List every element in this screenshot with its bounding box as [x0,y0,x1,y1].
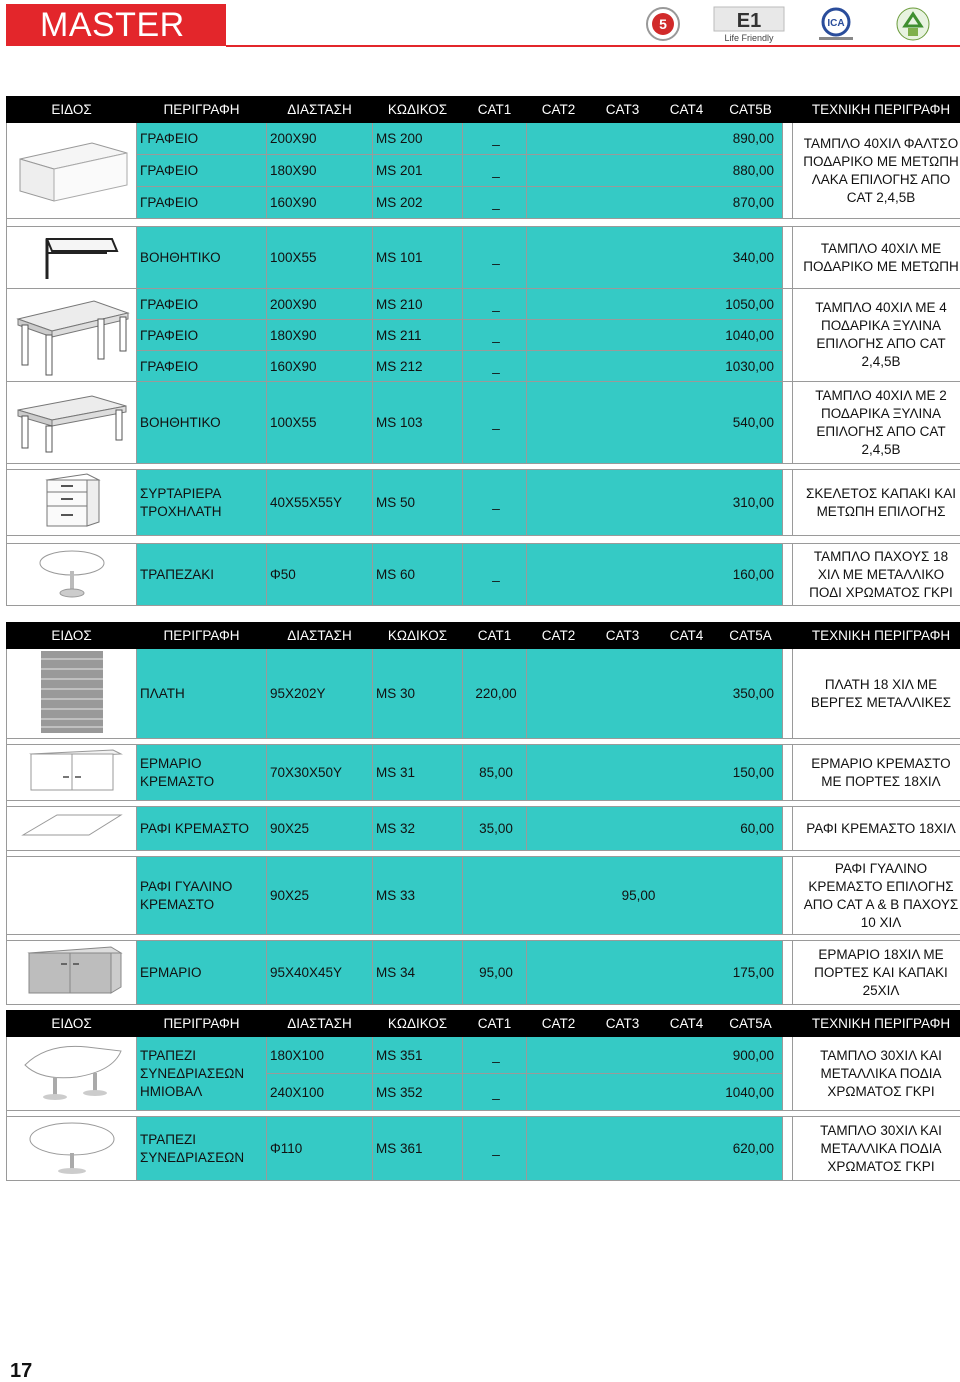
col-cat1: CAT1 [463,97,527,123]
col-cat5a: CAT5A [719,623,783,649]
e1-logo-text: E1 [736,10,762,32]
product-code: MS 101 [373,227,463,289]
col-code: ΚΩΔΙΚΟΣ [373,623,463,649]
description: ΓΡΑΦΕΙΟ [137,155,267,187]
table-row [7,382,960,464]
cat1-price: _ [463,187,527,219]
product-image [7,649,137,739]
product-image [7,807,137,851]
description: ΓΡΑΦΕΙΟ [137,351,267,382]
description: ΤΡΑΠΕΖΙ ΣΥΝΕΔΡΙΑΣΕΩΝ [137,1117,267,1181]
price: 340,00 [527,227,783,289]
cat1-price: 35,00 [463,807,527,851]
cat1-price: _ [463,470,527,536]
product-code: MS 351 [373,1037,463,1074]
col-type: ΕΙΔΟΣ [7,1011,137,1037]
col-cat3: CAT3 [591,1011,655,1037]
page-number: 17 [10,1360,33,1382]
e1-life-friendly-logo [708,6,790,42]
col-type: ΕΙΔΟΣ [7,97,137,123]
price: 1050,00 [527,289,783,320]
cat1-price: 220,00 [463,649,527,739]
col-cat2: CAT2 [527,623,591,649]
col-cat4: CAT4 [655,623,719,649]
product-image [7,470,137,536]
price: 880,00 [527,155,783,187]
price: 310,00 [527,470,783,536]
table-row [7,649,960,739]
section-1-table [6,96,960,606]
cat1-price: 95,00 [463,941,527,1005]
technical-description: ΤΑΜΠΛΟ 30ΧΙΛ ΚΑΙ ΜΕΤΑΛΛΙΚΑ ΠΟΔΙΑ ΧΡΩΜΑΤΟΣ ΓΚΡΙ [793,1037,960,1111]
section-3-header-row [7,1011,960,1037]
col-technical: ΤΕΧΝΙΚΗ ΠΕΡΙΓΡΑΦΗ [793,97,960,123]
table-row [7,941,960,1005]
product-image [7,1037,137,1111]
col-cat3: CAT3 [591,97,655,123]
col-cat5b: CAT5B [719,97,783,123]
dimension: 95Χ202Υ [267,649,373,739]
product-code: MS 103 [373,382,463,464]
col-technical: ΤΕΧΝΙΚΗ ΠΕΡΙΓΡΑΦΗ [793,623,960,649]
cat1-price: _ [463,1117,527,1181]
col-cat2: CAT2 [527,1011,591,1037]
cat1-price: _ [463,544,527,606]
dimension: Φ110 [267,1117,373,1181]
technical-description: ΤΑΜΠΛΟ 40ΧΙΛ ΜΕ 4 ΠΟΔΑΡΙΚΑ ΞΥΛΙΝΑ ΕΠΙΛΟΓΗΣ ΑΠΟ CAT 2,4,5B [793,289,960,382]
section-3-table [6,1010,960,1181]
ica-logo [812,6,860,42]
dimension: 70Χ30Χ50Υ [267,745,373,801]
cat1-price: _ [463,351,527,382]
col-cat3: CAT3 [591,623,655,649]
section-1-header-row [7,97,960,123]
price: 890,00 [527,123,783,155]
col-code: ΚΩΔΙΚΟΣ [373,1011,463,1037]
cat1-price: _ [463,1037,527,1074]
dimension: 200Χ90 [267,289,373,320]
product-code: MS 210 [373,289,463,320]
brand-title: MASTER [6,4,226,46]
col-cat1: CAT1 [463,1011,527,1037]
table-row [7,857,960,935]
technical-description: ΡΑΦΙ ΓΥΑΛΙΝΟ ΚΡΕΜΑΣΤΟ ΕΠΙΛΟΓΗΣ ΑΠΟ CAT A & B ΠΑΧΟΥΣ 10 ΧΙΛ [793,857,960,935]
cat1-price: _ [463,227,527,289]
five-year-warranty-logo [640,6,686,42]
table-row [7,544,960,606]
col-cat2: CAT2 [527,97,591,123]
dimension: 160Χ90 [267,351,373,382]
col-type: ΕΙΔΟΣ [7,623,137,649]
description: ΤΡΑΠΕΖΙ ΣΥΝΕΔΡΙΑΣΕΩΝ ΗΜΙΟΒΑΛ [137,1037,267,1111]
technical-description: ΤΑΜΠΛΟ 40ΧΙΛ ΦΑΛΤΣΟ ΠΟΔΑΡΙΚΟ ΜΕ ΜΕΤΩΠΗ ΛΑΚΑ ΕΠΙΛΟΓΗΣ ΑΠΟ CAT 2,4,5B [793,123,960,219]
product-image [7,227,137,289]
low-cabinet-image [17,943,127,999]
recycle-logo [888,6,938,42]
table-row [7,1037,960,1074]
mobile-pedestal-image [37,470,107,532]
table-row [7,1117,960,1181]
product-code: MS 30 [373,649,463,739]
cat1-price: _ [463,1074,527,1111]
description: ΡΑΦΙ ΓΥΑΛΙΝΟ ΚΡΕΜΑΣΤΟ [137,857,267,935]
col-cat5a: CAT5A [719,1011,783,1037]
price: 150,00 [527,745,783,801]
round-conference-table-image [22,1117,122,1177]
table-row [7,745,960,801]
product-code: MS 31 [373,745,463,801]
price: 870,00 [527,187,783,219]
wall-shelf-image [17,809,127,845]
technical-description: ΕΡΜΑΡΙΟ 18ΧΙΛ ΜΕ ΠΟΡΤΕΣ ΚΑΙ ΚΑΠΑΚΙ 25ΧΙΛ [793,941,960,1005]
dimension: 100Χ55 [267,227,373,289]
dimension: Φ50 [267,544,373,606]
product-code: MS 33 [373,857,463,935]
technical-description: ΤΑΜΠΛΟ 40ΧΙΛ ΜΕ ΠΟΔΑΡΙΚΟ ΜΕ ΜΕΤΩΠΗ [793,227,960,289]
auxiliary-desk-image [17,227,127,285]
product-code: MS 60 [373,544,463,606]
price: 1040,00 [527,1074,783,1111]
col-description: ΠΕΡΙΓΡΑΦΗ [137,1011,267,1037]
product-code: MS 361 [373,1117,463,1181]
price: 95,00 [463,857,783,935]
col-code: ΚΩΔΙΚΟΣ [373,97,463,123]
product-image [7,382,137,464]
product-image [7,745,137,801]
wood-leg-desk-image [12,291,132,377]
price: 175,00 [527,941,783,1005]
description: ΕΡΜΑΡΙΟ [137,941,267,1005]
cat1-price: _ [463,123,527,155]
price: 1030,00 [527,351,783,382]
cat1-price: _ [463,382,527,464]
description: ΓΡΑΦΕΙΟ [137,187,267,219]
dimension: 180Χ100 [267,1037,373,1074]
price: 160,00 [527,544,783,606]
section-2-header-row [7,623,960,649]
dimension: 200Χ90 [267,123,373,155]
table-row [7,470,960,536]
dimension: 180Χ90 [267,155,373,187]
product-code: MS 211 [373,320,463,351]
price: 350,00 [527,649,783,739]
product-code: MS 352 [373,1074,463,1111]
dimension: 40Χ55Χ55Υ [267,470,373,536]
table-row [7,227,960,289]
col-description: ΠΕΡΙΓΡΑΦΗ [137,623,267,649]
life-friendly-logo-text: Life Friendly [724,33,774,43]
description: ΤΡΑΠΕΖΑΚΙ [137,544,267,606]
description: ΡΑΦΙ ΚΡΕΜΑΣΤΟ [137,807,267,851]
product-image [7,289,137,382]
wall-cabinet-image [17,746,127,796]
product-image [7,544,137,606]
technical-description: ΡΑΦΙ ΚΡΕΜΑΣΤΟ 18ΧΙΛ [793,807,960,851]
dimension: 95Χ40Χ45Υ [267,941,373,1005]
technical-description: ΤΑΜΠΛΟ 30ΧΙΛ ΚΑΙ ΜΕΤΑΛΛΙΚΑ ΠΟΔΙΑ ΧΡΩΜΑΤΟΣ ΓΚΡΙ [793,1117,960,1181]
col-cat4: CAT4 [655,97,719,123]
technical-description: ΣΚΕΛΕΤΟΣ ΚΑΠΑΚΙ ΚΑΙ ΜΕΤΩΠΗ ΕΠΙΛΟΓΗΣ [793,470,960,536]
dimension: 240Χ100 [267,1074,373,1111]
price: 1040,00 [527,320,783,351]
product-code: MS 201 [373,155,463,187]
col-dimension: ΔΙΑΣΤΑΣΗ [267,1011,373,1037]
description: ΓΡΑΦΕΙΟ [137,289,267,320]
price: 60,00 [527,807,783,851]
dimension: 180Χ90 [267,320,373,351]
product-image [7,1117,137,1181]
table-row [7,123,960,155]
page-header [0,0,960,56]
technical-description: ΤΑΜΠΛΟ 40ΧΙΛ ΜΕ 2 ΠΟΔΑΡΙΚΑ ΞΥΛΙΝΑ ΕΠΙΛΟΓΗΣ ΑΠΟ CAT 2,4,5B [793,382,960,464]
product-image [7,941,137,1005]
price: 900,00 [527,1037,783,1074]
cat1-price: _ [463,155,527,187]
cat1-price: 85,00 [463,745,527,801]
col-description: ΠΕΡΙΓΡΑΦΗ [137,97,267,123]
technical-description: ΠΛΑΤΗ 18 ΧΙΛ ΜΕ ΒΕΡΓΕΣ ΜΕΤΑΛΛΙΚΕΣ [793,649,960,739]
dimension: 90Χ25 [267,807,373,851]
technical-description: ΤΑΜΠΛΟ ΠΑΧΟΥΣ 18 ΧΙΛ ΜΕ ΜΕΤΑΛΛΙΚΟ ΠΟΔΙ ΧΡΩΜΑΤΟΣ ΓΚΡΙ [793,544,960,606]
col-dimension: ΔΙΑΣΤΑΣΗ [267,97,373,123]
dimension: 160Χ90 [267,187,373,219]
product-code: MS 212 [373,351,463,382]
back-panel-image [37,649,107,735]
product-code: MS 200 [373,123,463,155]
technical-description: ΕΡΜΑΡΙΟ ΚΡΕΜΑΣΤΟ ΜΕ ΠΟΡΤΕΣ 18ΧΙΛ [793,745,960,801]
product-image [7,123,137,219]
col-cat4: CAT4 [655,1011,719,1037]
brand-underline [226,45,960,47]
description: ΓΡΑΦΕΙΟ [137,320,267,351]
desk-panel-image [12,129,132,209]
dimension: 100Χ55 [267,382,373,464]
col-cat1: CAT1 [463,623,527,649]
semi-oval-conference-table-image [17,1037,127,1107]
product-code: MS 50 [373,470,463,536]
description: ΠΛΑΤΗ [137,649,267,739]
description: ΣΥΡΤΑΡΙΕΡΑ ΤΡΟΧΗΛΑΤΗ [137,470,267,536]
col-technical: ΤΕΧΝΙΚΗ ΠΕΡΙΓΡΑΦΗ [793,1011,960,1037]
price: 620,00 [527,1117,783,1181]
description: ΒΟΗΘΗΤΙΚΟ [137,227,267,289]
coffee-table-image [32,545,112,601]
table-row [7,289,960,320]
description: ΕΡΜΑΡΙΟ ΚΡΕΜΑΣΤΟ [137,745,267,801]
cat1-price: _ [463,320,527,351]
cat1-price: _ [463,289,527,320]
section-2-table [6,622,960,1005]
auxiliary-wood-leg-desk-image [12,386,132,456]
description: ΒΟΗΘΗΤΙΚΟ [137,382,267,464]
description: ΓΡΑΦΕΙΟ [137,123,267,155]
dimension: 90Χ25 [267,857,373,935]
product-code: MS 34 [373,941,463,1005]
product-code: MS 32 [373,807,463,851]
product-code: MS 202 [373,187,463,219]
table-row [7,807,960,851]
warranty-logo-text: 5 [659,16,667,32]
product-image [7,857,137,935]
price: 540,00 [527,382,783,464]
ica-logo-text: ICA [827,18,845,29]
col-dimension: ΔΙΑΣΤΑΣΗ [267,623,373,649]
